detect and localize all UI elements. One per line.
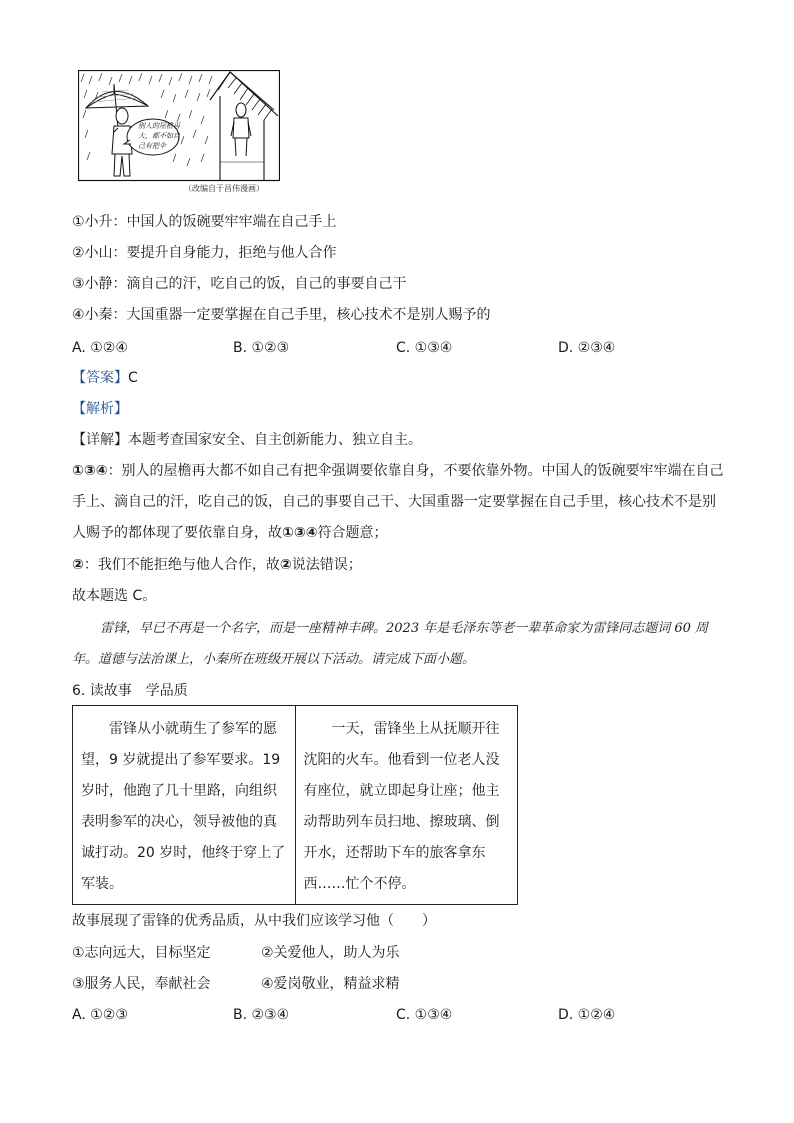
q5-item-3: ③小静：滴自己的汗，吃自己的饭，自己的事要自己干: [72, 276, 407, 292]
q6-title: 6. 读故事 学品质: [72, 683, 188, 699]
intro-passage: 雷锋，早已不再是一个名字，而是一座精神丰碑。2023 年是毛泽东等老一辈革命家为雷锋同志题词 60 周年。道德与法治课上，小秦所在班级开展以下活动。请完成下面小题。: [72, 621, 709, 667]
detail-line: [72, 430, 422, 450]
para1-lead: ①③④: [72, 463, 108, 479]
para1-text: ：别人的屋檐再大都不如自己有把伞强调要依靠自身，不要依靠外物。中国人的饭碗要牢牢端在自己手上、滴自己的汗，吃自己的饭，自己的事要自己干、大国重器一定要掌握在自己手里，核心技术不是别人赐予的都体现了要依靠自身，故: [72, 463, 724, 541]
answer-tag: 【答案】: [72, 370, 128, 386]
q6-item-1: ①志向远大，目标坚定: [72, 945, 211, 961]
detail-text: 本题考查国家安全、自主创新能力、独立自主。: [128, 432, 422, 448]
q5-item-4: ④小秦：大国重器一定要掌握在自己手里，核心技术不是别人赐予的: [72, 307, 491, 323]
answer-line: [72, 368, 138, 388]
q6-question: 故事展现了雷锋的优秀品质，从中我们应该学习他（ ）: [72, 913, 436, 929]
story-left-cell: 雷锋从小就萌生了参军的愿望，9 岁就提出了参军要求。19 岁时，他跑了几十里路，向组织表明参军的决心，领导被他的真诚打动。20 岁时，他终于穿上了军装。: [73, 706, 296, 905]
speech-line-1: 别人的屋檐再: [138, 122, 180, 130]
para2-end: 说法错误；: [291, 557, 362, 573]
speech-line-3: 己有把伞: [138, 142, 166, 150]
q5-option-a: A. ①②④: [72, 340, 128, 356]
cartoon-illustration: [78, 70, 280, 196]
analysis-paragraph-1: [72, 456, 724, 549]
q5-option-c: C. ①③④: [396, 340, 453, 356]
speech-line-2: 大，都不如自: [138, 132, 180, 140]
analysis-paragraph-2: [72, 555, 362, 575]
q6-item-4: ④爱岗敬业，精益求精: [261, 976, 400, 992]
q6-item-2: ②关爱他人，助人为乐: [261, 945, 400, 961]
q5-item-2: ②小山：要提升自身能力，拒绝与他人合作: [72, 245, 337, 261]
detail-tag: 【详解】: [72, 432, 128, 448]
cartoon-caption: （改编自于昌伟漫画）: [184, 184, 264, 193]
q6-story-table: [72, 705, 518, 905]
q5-option-b: B. ①②③: [233, 340, 290, 356]
q6-option-c: C. ①③④: [396, 1007, 453, 1023]
answer-value: C: [128, 370, 138, 386]
story-right-cell: 一天，雷锋坐上从抚顺开往沈阳的火车。他看到一位老人没有座位，就立即起身让座；他主动帮助列车员扫地、擦玻璃、倒开水，还帮助下车的旅客拿东西……忙个不停。: [295, 706, 518, 905]
q5-option-d: D. ②③④: [558, 340, 616, 356]
q6-option-b: B. ②③④: [233, 1007, 290, 1023]
para1-mark: ①③④: [282, 525, 318, 541]
analysis-tag: 【解析】: [72, 401, 128, 417]
para2-text: ：我们不能拒绝与他人合作，故: [83, 557, 280, 573]
para2-mark: ②: [279, 557, 292, 573]
q5-item-1: ①小升：中国人的饭碗要牢牢端在自己手上: [72, 214, 337, 230]
q6-option-a: A. ①②③: [72, 1007, 128, 1023]
q6-option-d: D. ①②④: [558, 1007, 616, 1023]
conclusion-line: 故本题选 C。: [72, 588, 157, 604]
para1-end: 符合题意；: [317, 525, 388, 541]
para2-lead: ②: [72, 557, 84, 573]
q6-item-3: ③服务人民，奉献社会: [72, 976, 211, 992]
analysis-line: [72, 399, 128, 419]
